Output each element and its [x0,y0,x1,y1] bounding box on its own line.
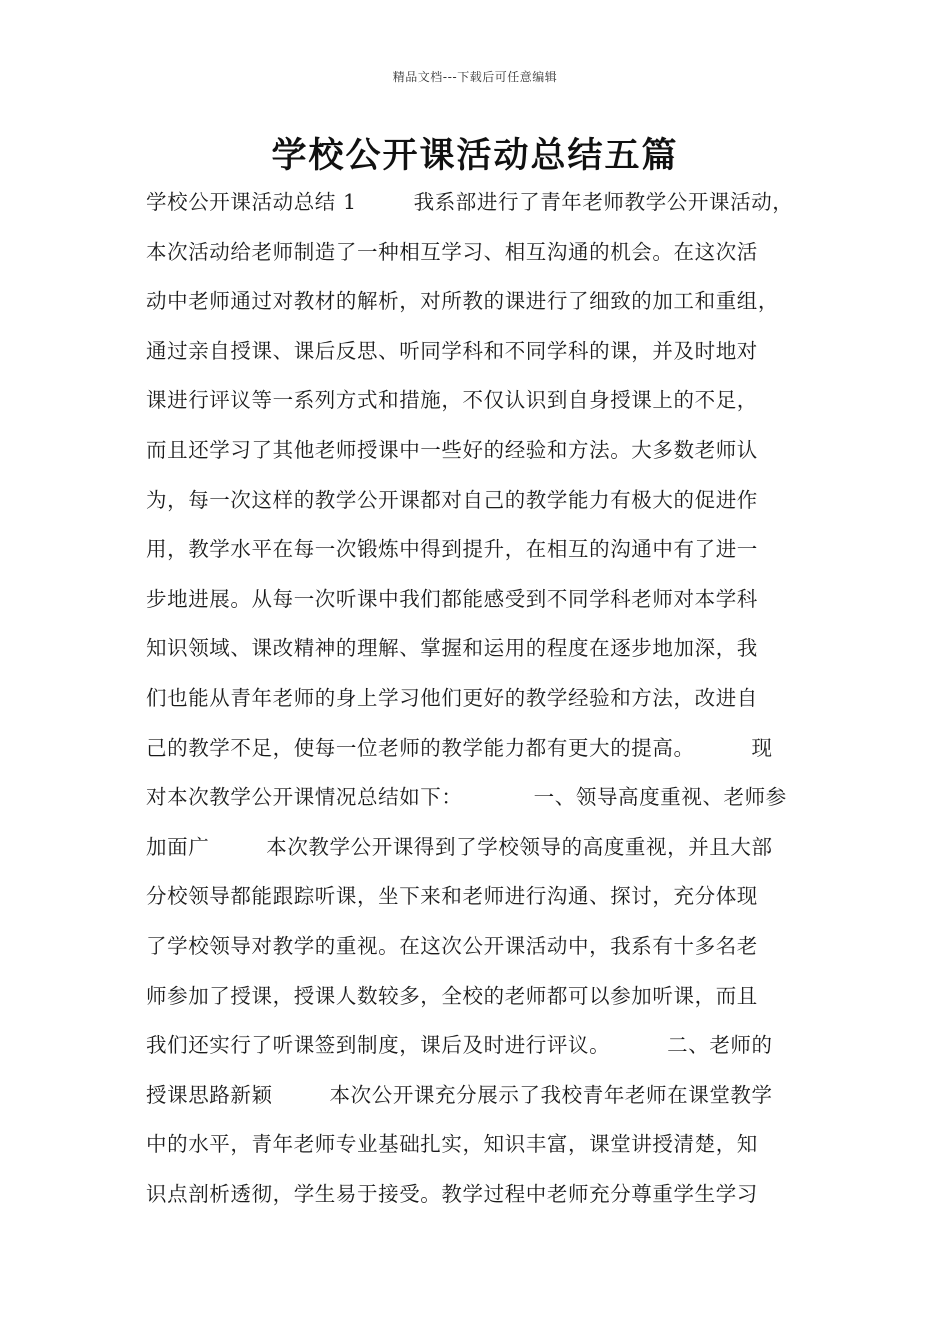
text-line: 加面广 本次教学公开课得到了学校领导的高度重视，并且大部 [146,834,773,859]
page-title: 学校公开课活动总结五篇 [271,136,679,176]
text-line: 授课思路新颖 本次公开课充分展示了我校青年老师在课堂教学 [146,1082,773,1107]
text-line: 对本次教学公开课情况总结如下： 一、领导高度重视、老师参 [146,785,787,810]
text-line: 分校领导都能跟踪听课，坐下来和老师进行沟通、探讨，充分体现 [146,884,758,909]
text-line: 课进行评议等一系列方式和措施，不仅认识到自身授课上的不足， [146,388,758,413]
text-line: 通过亲自授课、课后反思、听同学科和不同学科的课，并及时地对 [146,338,758,363]
text-line: 识点剖析透彻，学生易于接受。教学过程中老师充分尊重学生学习 [146,1181,758,1206]
text-line: 们也能从青年老师的身上学习他们更好的教学经验和方法，改进自 [146,685,758,710]
text-line: 知识领域、课改精神的理解、掌握和运用的程度在逐步地加深，我 [146,636,758,661]
header-note: 精品文档---下载后可任意编辑 [392,70,558,84]
text-line: 而且还学习了其他老师授课中一些好的经验和方法。大多数老师认 [146,437,758,462]
text-line: 本次活动给老师制造了一种相互学习、相互沟通的机会。在这次活 [146,239,758,264]
text-line: 为，每一次这样的教学公开课都对自己的教学能力有极大的促进作 [146,487,758,512]
text-line: 己的教学不足，使每一位老师的教学能力都有更大的提高。 现 [146,735,773,760]
text-line: 中的水平，青年老师专业基础扎实，知识丰富，课堂讲授清楚，知 [146,1132,758,1157]
text-line: 学校公开课活动总结 1 我系部进行了青年老师教学公开课活动， [146,190,794,214]
text-line: 我们还实行了听课签到制度，课后及时进行评议。 二、老师的 [146,1033,773,1058]
text-line: 师参加了授课，授课人数较多，全校的老师都可以参加听课，而且 [146,983,758,1008]
body-text [146,178,808,1219]
text-line: 动中老师通过对教材的解析，对所教的课进行了细致的加工和重组， [146,289,779,314]
text-line: 用，教学水平在每一次锻炼中得到提升，在相互的沟通中有了进一 [146,537,758,562]
text-line: 步地进展。从每一次听课中我们都能感受到不同学科老师对本学科 [146,586,758,611]
text-line: 了学校领导对教学的重视。在这次公开课活动中，我系有十多名老 [146,933,758,958]
